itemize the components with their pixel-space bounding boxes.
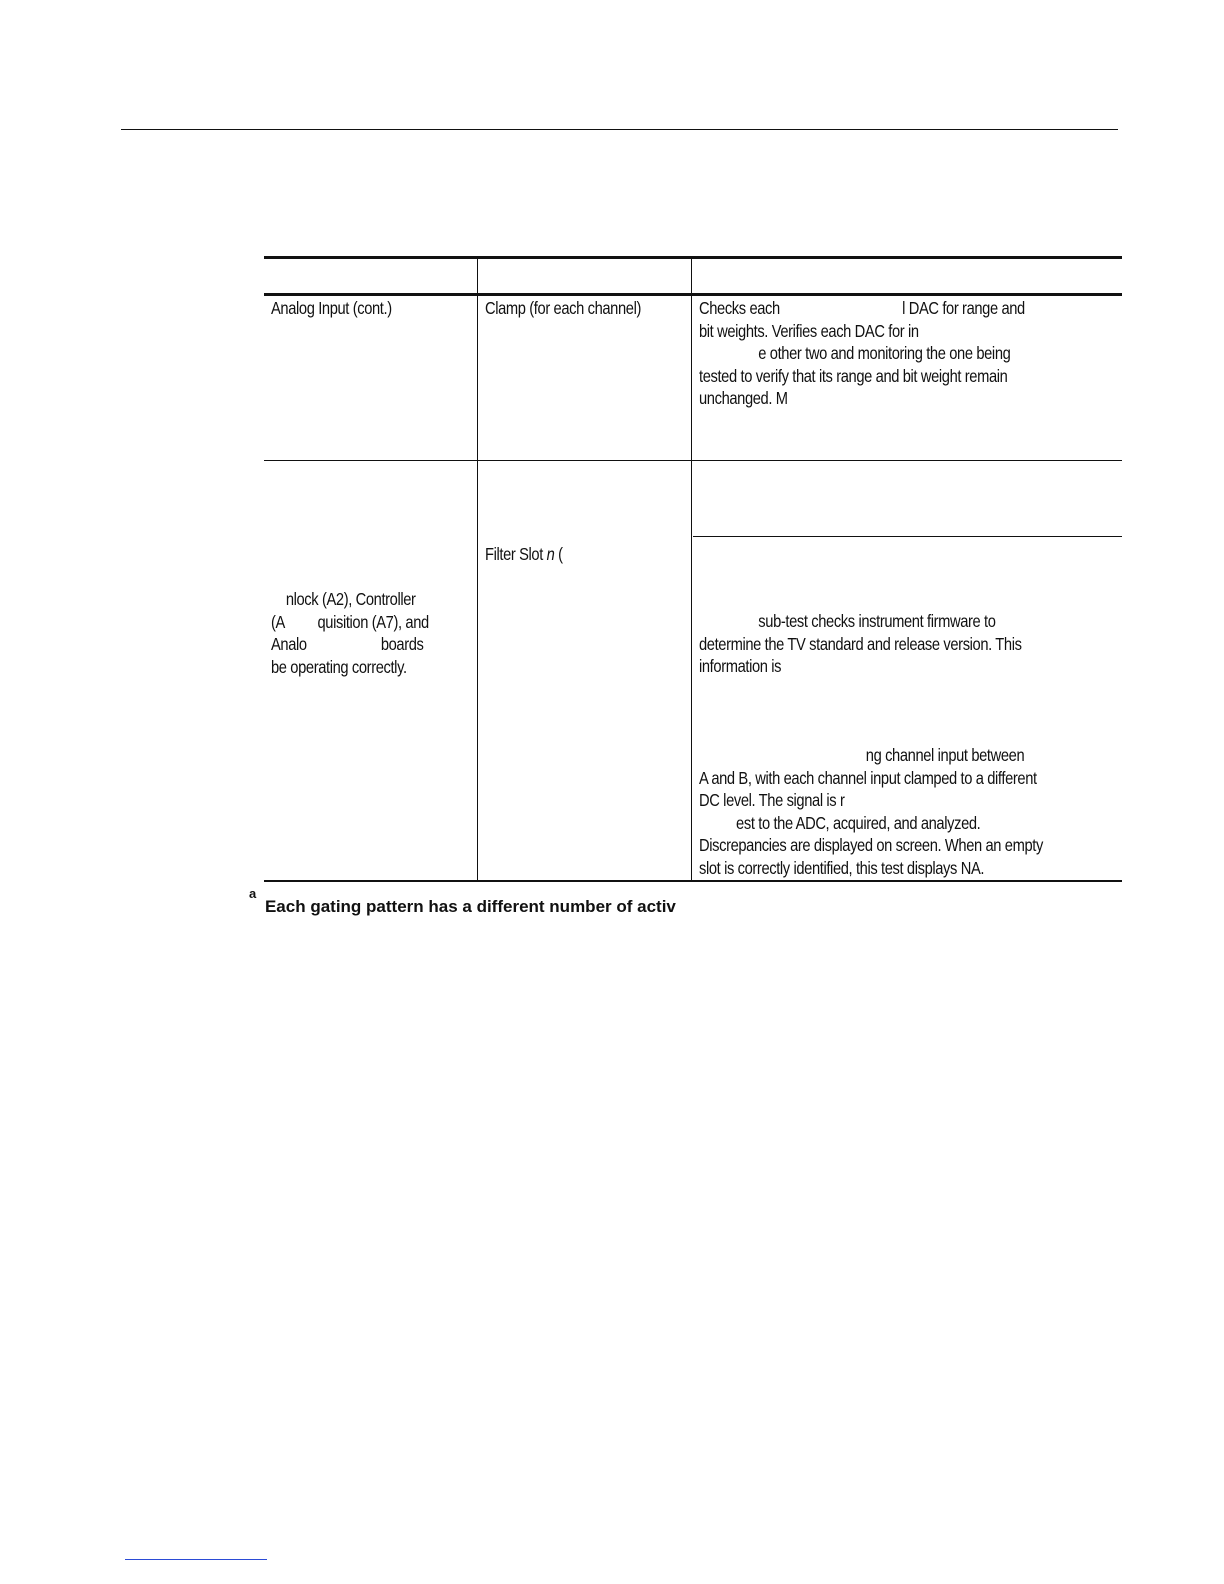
column-separator-2 [691,259,692,881]
row2-description-firmware [699,610,1022,678]
cell-line: est to the ADC, acquired, and analyzed. [699,812,981,833]
row1-description-cell [699,297,1025,410]
cell-line: bit weights. Verifies each DAC for in [699,320,919,341]
footnote-text: Each gating pattern has a different number of activ [264,896,676,916]
cell-line [485,543,563,566]
cell-line: ng channel input between [699,745,1025,765]
cell-line: tested to verify that its range and bit weight remain [699,365,1008,386]
cell-line: information is [699,656,782,676]
row1-module-cell [271,297,392,320]
header-rule [121,129,1118,130]
cell-line: determine the TV standard and release version. This [699,633,1022,654]
cell-line: (A quisition (A7), and [271,611,429,632]
table-footnote [249,886,676,917]
cell-line: Checks each l DAC for range and [699,298,1025,318]
cell-line: Clamp (for each channel) [485,298,641,318]
cell-line: be operating correctly. [271,656,407,677]
cell-line: nlock (A2), Controller [271,589,416,609]
footer-rule [125,1559,267,1560]
cell-line: DC level. The signal is r [699,790,845,810]
subrow-divider [693,536,1122,537]
cell-line: Analo boards [271,634,424,654]
row-divider [264,460,1122,461]
table-top-rule [264,256,1122,259]
cell-line: sub-test checks instrument firmware to [699,611,996,631]
column-separator-1 [477,259,478,881]
cell-line: e other two and monitoring the one being [699,343,1011,363]
footnote-marker: a [249,886,257,901]
cell-line: A and B, with each channel input clamped to a different [699,767,1037,788]
test-name-prefix: Filter Slot [485,544,547,564]
cell-line: Analog Input (cont.) [271,298,392,318]
cell-line: Discrepancies are displayed on screen. When an empty [699,835,1043,855]
row2-test-cell [485,543,563,566]
row2-description-signal [699,744,1043,879]
row2-module-cell [271,588,429,678]
cell-line: unchanged. M [699,388,788,408]
test-name-suffix: ( [554,544,563,564]
table-bottom-rule [264,880,1122,882]
header-bottom-rule [264,293,1122,296]
test-name-variable: n [546,544,555,564]
row1-test-cell [485,297,641,320]
cell-line: slot is correctly identified, this test displays NA. [699,857,985,878]
